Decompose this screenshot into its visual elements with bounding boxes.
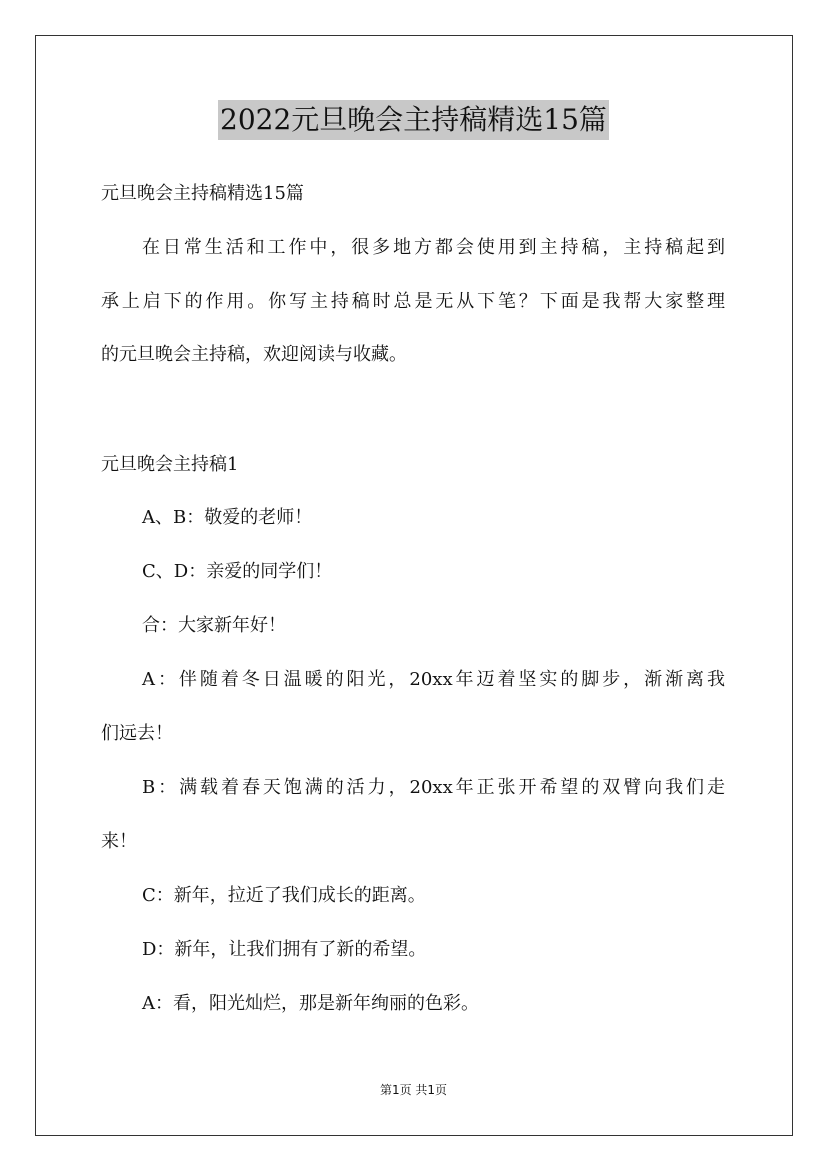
intro-line-1: 在日常生活和工作中，很多地方都会使用到主持稿，主持稿起到 [142, 237, 725, 258]
intro-line-3: 的元旦晚会主持稿，欢迎阅读与收藏。 [101, 344, 407, 365]
intro-line-2: 承上启下的作用。你写主持稿时总是无从下笔？下面是我帮大家整理 [101, 291, 725, 312]
body-line: 来！ [101, 831, 137, 852]
title-wrapper [0, 100, 827, 140]
body-line: C、D：亲爱的同学们！ [142, 561, 333, 582]
body-line: 们远去！ [101, 723, 173, 744]
page-footer: 第1页 共1页 [379, 1083, 448, 1097]
body-line: D：新年，让我们拥有了新的希望。 [142, 939, 427, 960]
body-line: B：满载着春天饱满的活力，20xx年正张开希望的双臂向我们走 [142, 777, 725, 798]
body-line: C：新年，拉近了我们成长的距离。 [142, 885, 426, 906]
body-line: A：看，阳光灿烂，那是新年绚丽的色彩。 [142, 993, 479, 1014]
body-line: A、B：敬爱的老师！ [142, 507, 313, 528]
document-title: 2022元旦晚会主持稿精选15篇 [218, 100, 609, 140]
document-subtitle: 元旦晚会主持稿精选15篇 [101, 183, 304, 204]
body-line: A：伴随着冬日温暖的阳光，20xx年迈着坚实的脚步，渐渐离我 [142, 669, 725, 690]
body-line: 合：大家新年好！ [142, 615, 286, 636]
section-heading: 元旦晚会主持稿1 [101, 454, 239, 475]
